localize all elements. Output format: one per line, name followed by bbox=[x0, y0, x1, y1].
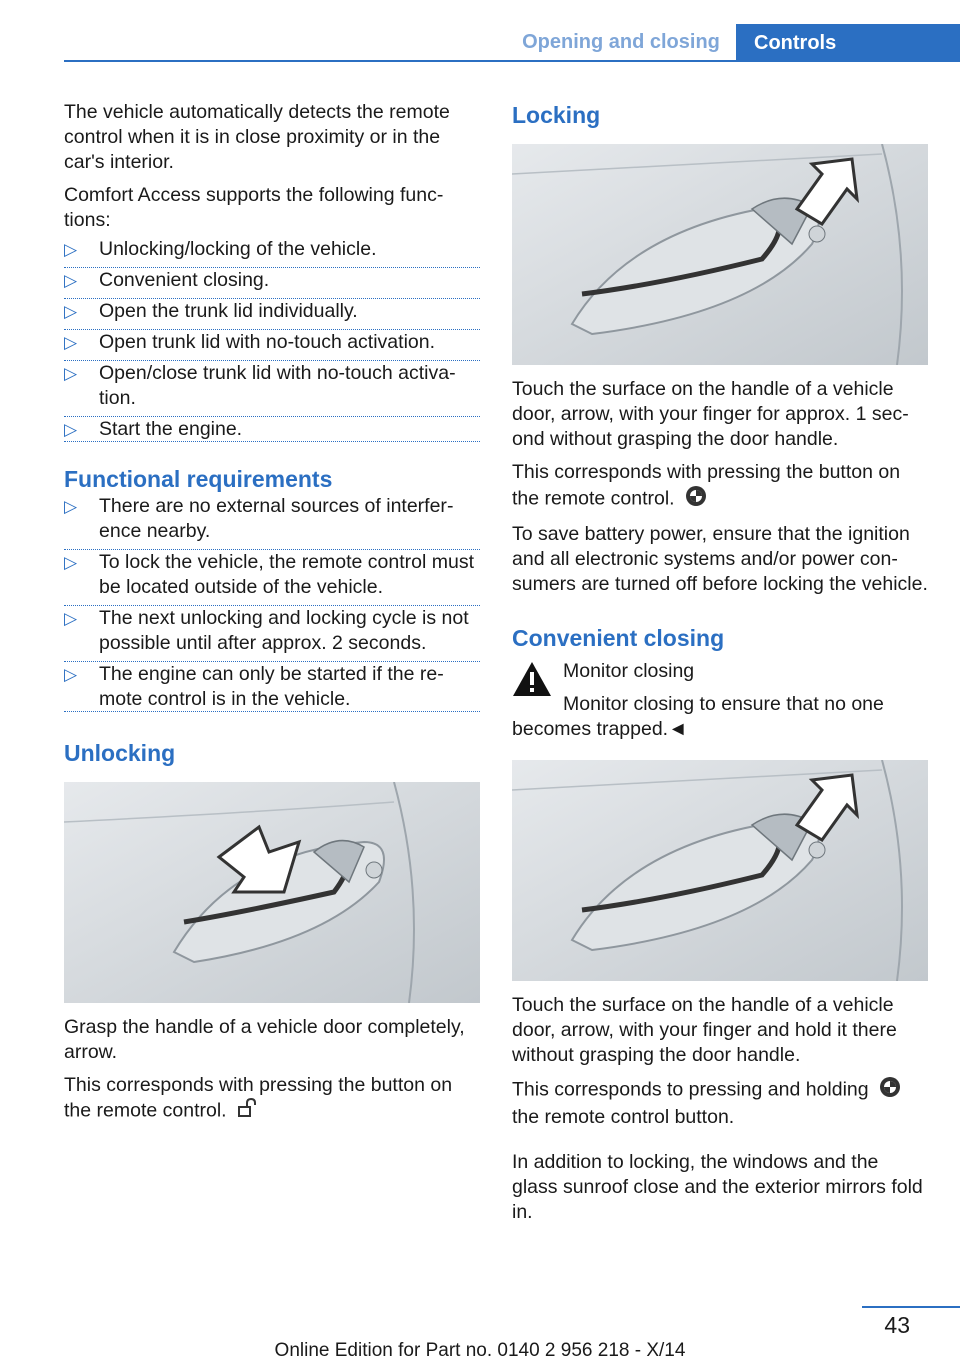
convenient-closing-heading: Convenient closing bbox=[512, 625, 725, 651]
list-item: ▷ Open/close trunk lid with no-touch activation. bbox=[64, 361, 480, 417]
functional-requirements-heading: Functional requirements bbox=[64, 466, 333, 492]
header-rule bbox=[64, 60, 960, 62]
bmw-logo-icon bbox=[685, 485, 707, 514]
requirements-list bbox=[64, 494, 480, 712]
left-column bbox=[64, 100, 480, 1133]
bullet-triangle-icon: ▷ bbox=[64, 553, 78, 572]
functions-list bbox=[64, 237, 480, 442]
list-item: ▷ The next unlocking and locking cycle is not possible until after approx. 2 seconds. bbox=[64, 606, 480, 662]
locking-paragraph-2: This corresponds with pressing the button on the remote control. bbox=[512, 460, 928, 514]
bullet-triangle-icon: ▷ bbox=[64, 665, 78, 684]
list-item: ▷ Unlocking/locking of the vehicle. bbox=[64, 237, 480, 268]
locking-door-handle-figure bbox=[512, 144, 928, 365]
list-item: ▷ Open trunk lid with no-touch activation. bbox=[64, 330, 480, 361]
locking-paragraph-3: To save battery power, ensure that the ignition and all electronic systems and/or power consumers are turned off before locking the vehicle. bbox=[512, 523, 928, 595]
door-handle-illustration bbox=[512, 144, 928, 365]
door-handle-illustration bbox=[512, 760, 928, 981]
unlock-icon bbox=[237, 1098, 259, 1125]
section-tab[interactable]: Opening and closing bbox=[522, 31, 720, 53]
bullet-triangle-icon: ▷ bbox=[64, 333, 78, 352]
unlocking-paragraph-1: Grasp the handle of a vehicle door completely, arrow. bbox=[64, 1016, 465, 1063]
bullet-triangle-icon: ▷ bbox=[64, 302, 78, 321]
chapter-tab[interactable]: Controls bbox=[736, 24, 960, 62]
list-item: ▷ Start the engine. bbox=[64, 417, 480, 442]
list-item: ▷ To lock the vehicle, the remote control must be located outside of the vehicle. bbox=[64, 550, 480, 606]
footer-rule bbox=[862, 1306, 960, 1308]
list-item: ▷ There are no external sources of interference nearby. bbox=[64, 494, 480, 550]
locking-heading: Locking bbox=[512, 102, 601, 128]
warning-box bbox=[512, 659, 928, 742]
bullet-triangle-icon: ▷ bbox=[64, 240, 78, 259]
list-item: ▷ Open the trunk lid individually. bbox=[64, 299, 480, 330]
convenient-closing-paragraph-2: This corresponds to pressing and holding the remote control button. bbox=[512, 1076, 928, 1130]
list-item: ▷ Convenient closing. bbox=[64, 268, 480, 299]
page-number: 43 bbox=[884, 1312, 910, 1338]
unlocking-heading: Unlocking bbox=[64, 740, 176, 766]
convenient-closing-door-handle-figure bbox=[512, 760, 928, 981]
bmw-logo-icon bbox=[879, 1076, 901, 1105]
warning-text: Monitor closing to ensure that no one becomes trapped.◄ bbox=[512, 693, 884, 740]
bullet-triangle-icon: ▷ bbox=[64, 420, 78, 439]
bullet-triangle-icon: ▷ bbox=[64, 271, 78, 290]
door-handle-illustration bbox=[64, 782, 480, 1003]
unlocking-door-handle-figure bbox=[64, 782, 480, 1003]
bullet-triangle-icon: ▷ bbox=[64, 364, 78, 383]
bullet-triangle-icon: ▷ bbox=[64, 609, 78, 628]
warning-triangle-icon bbox=[512, 661, 552, 702]
convenient-closing-paragraph-1: Touch the surface on the handle of a vehicle door, arrow, with your finger and hold it there without grasping the door handle. bbox=[512, 994, 897, 1066]
intro-paragraph-1: The vehicle automatically detects the remote control when it is in close proximity or in the car's interior. bbox=[64, 101, 450, 173]
warning-title: Monitor closing bbox=[563, 660, 695, 682]
right-column bbox=[512, 100, 928, 1233]
convenient-closing-paragraph-3: In addition to locking, the windows and the glass sunroof close and the exterior mirrors fold in. bbox=[512, 1151, 923, 1223]
bullet-triangle-icon: ▷ bbox=[64, 497, 78, 516]
locking-paragraph-1: Touch the surface on the handle of a vehicle door, arrow, with your finger for approx. 1 second without grasping the door handle. bbox=[512, 378, 909, 450]
intro-paragraph-2: Comfort Access supports the following functions: bbox=[64, 184, 444, 231]
unlocking-paragraph-2: This corresponds with pressing the button on the remote control. bbox=[64, 1073, 480, 1125]
list-item: ▷ The engine can only be started if the remote control is in the vehicle. bbox=[64, 662, 480, 712]
footer-edition: Online Edition for Part no. 0140 2 956 218 - X/14 bbox=[274, 1340, 686, 1361]
page-header bbox=[0, 0, 960, 62]
